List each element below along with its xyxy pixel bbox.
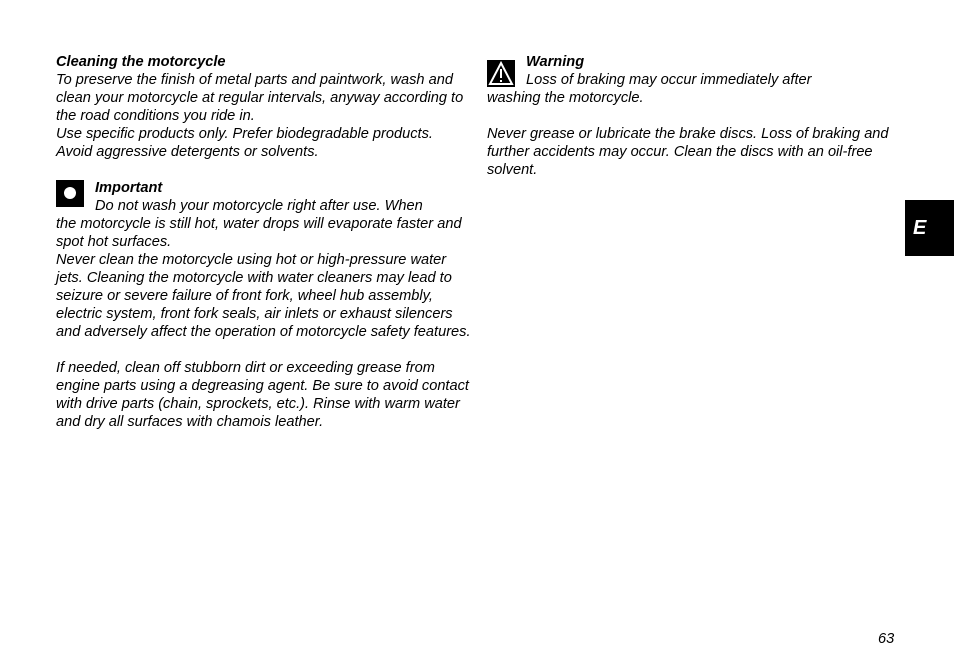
left-column bbox=[56, 53, 472, 431]
warning-title: Warning bbox=[526, 54, 585, 70]
important-text-2: Never clean the motorcycle using hot or high-pressure water jets. Cleaning the motorcycle with water cleaners may lead to seizure or severe failure of front fork, wheel hub assembly, electric system, front fork seals, air inlets or exhaust silencers and adversely affect the operation of motorcycle safety features. bbox=[56, 252, 471, 340]
intro-paragraph-1: To preserve the finish of metal parts and paintwork, wash and clean your motorcycle at regular intervals, anyway according to the road conditions you ride in. bbox=[56, 72, 464, 124]
important-dot-icon bbox=[56, 180, 84, 207]
important-text-1: the motorcycle is still hot, water drops will evaporate faster and spot hot surfaces. bbox=[56, 216, 462, 250]
section-heading: Cleaning the motorcycle bbox=[56, 54, 226, 70]
page-number: 63 bbox=[878, 631, 895, 647]
degrease-paragraph: If needed, clean off stubborn dirt or exceeding grease from engine parts using a degreasing agent. Be sure to avoid contact with drive parts (chain, sprockets, etc.). Rinse with warm water and dry all surfaces with chamois leather. bbox=[56, 360, 469, 430]
warning-note bbox=[487, 53, 902, 107]
important-title: Important bbox=[95, 180, 163, 196]
right-column bbox=[487, 53, 902, 179]
warning-triangle-icon bbox=[487, 60, 515, 87]
intro-paragraph-2: Use specific products only. Prefer biodegradable products. Avoid aggressive detergents or solvents. bbox=[56, 126, 433, 160]
warning-line-2: washing the motorcycle. bbox=[487, 90, 644, 106]
brake-disc-paragraph: Never grease or lubricate the brake discs. Loss of braking and further accidents may occur. Clean the discs with an oil-free solvent. bbox=[487, 126, 889, 178]
important-note bbox=[56, 179, 472, 341]
important-line-1: Do not wash your motorcycle right after use. When bbox=[95, 198, 423, 214]
warning-line-1: Loss of braking may occur immediately after bbox=[526, 72, 812, 88]
language-tab: E bbox=[905, 200, 954, 256]
